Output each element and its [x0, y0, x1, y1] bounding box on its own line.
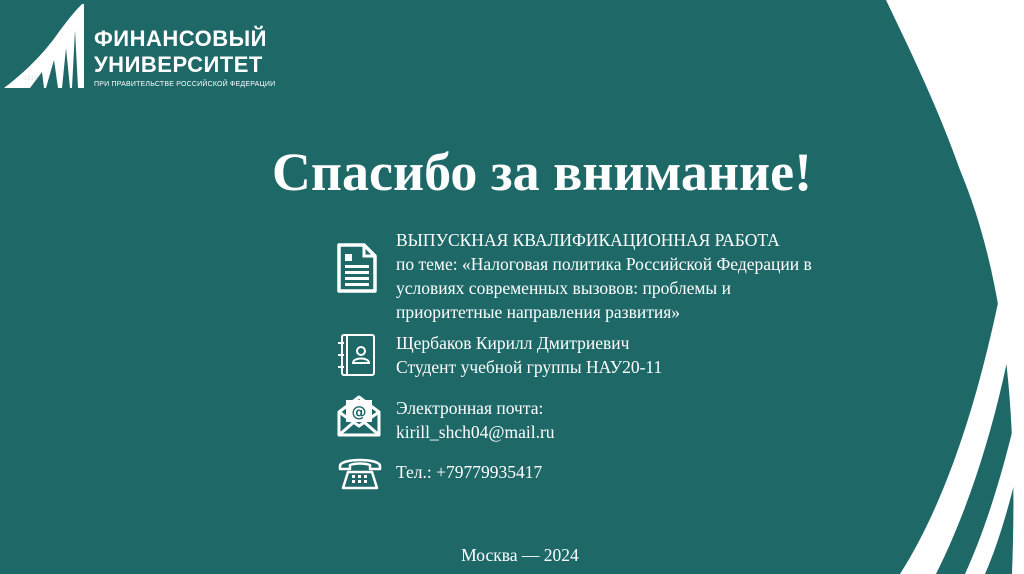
telephone-icon: [336, 454, 384, 490]
email-label: Электронная почта:: [396, 398, 544, 418]
thesis-text: [396, 228, 812, 324]
university-logo-mark: [0, 0, 92, 92]
email-text: [396, 396, 555, 444]
page-title: Спасибо за внимание!: [271, 142, 813, 202]
logo-year: 1919: [24, 76, 38, 82]
university-logo: [0, 0, 300, 100]
phone-text: [396, 460, 542, 484]
logo-line-2: УНИВЕРСИТЕТ: [94, 52, 263, 77]
contact-book-icon: [336, 333, 378, 377]
logo-subtitle: ПРИ ПРАВИТЕЛЬСТВЕ РОССИЙСКОЙ ФЕДЕРАЦИИ: [94, 81, 276, 88]
phone-number[interactable]: Тел.: +79779935417: [396, 462, 543, 482]
svg-text:@: @: [351, 403, 367, 421]
thesis-heading: ВЫПУСКНАЯ КВАЛИФИКАЦИОННАЯ РАБОТА: [396, 230, 780, 250]
logo-text: [94, 26, 275, 90]
logo-line-1: ФИНАНСОВЫЙ: [94, 26, 267, 51]
footer-city-year: Москва — 2024: [461, 545, 579, 565]
thesis-topic-line-1: по теме: «Налоговая политика Российской Федерации в: [396, 254, 812, 274]
document-icon: [336, 242, 378, 294]
email-address[interactable]: kirill_shch04@mail.ru: [396, 422, 555, 442]
student-group: Студент учебной группы НАУ20-11: [396, 357, 663, 377]
thesis-topic-line-3: приоритетные направления развития»: [396, 302, 681, 322]
thesis-topic-line-2: условиях современных вызовов: проблемы и: [396, 278, 731, 298]
student-name: Щербаков Кирилл Дмитриевич: [396, 333, 630, 353]
envelope-icon: [336, 392, 382, 438]
student-text: [396, 331, 662, 379]
